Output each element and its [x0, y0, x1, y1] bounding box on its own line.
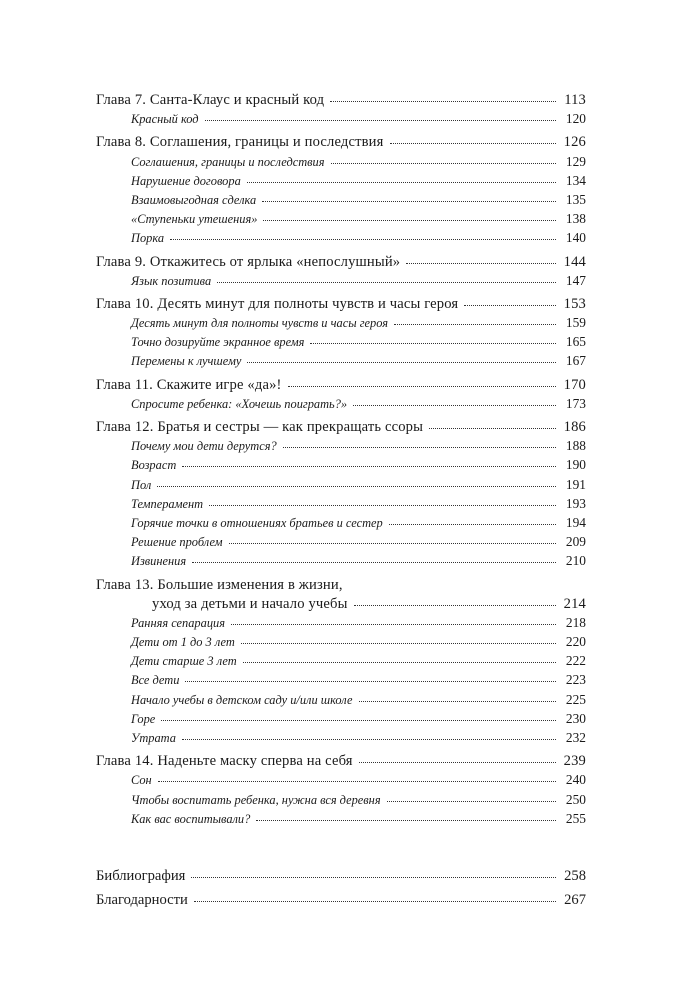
section-title: Дети от 1 до 3 лет: [131, 635, 235, 650]
toc-section-entry[interactable]: [96, 230, 586, 249]
page-number: 173: [565, 395, 586, 411]
dot-leader: [262, 200, 556, 202]
chapter-title-continued: уход за детьми и начало учебы: [152, 595, 348, 612]
dot-leader: [394, 323, 556, 325]
dot-leader: [229, 542, 556, 544]
dot-leader: [330, 100, 556, 102]
dot-leader: [209, 504, 556, 506]
toc-section-entry[interactable]: [96, 653, 586, 672]
dot-leader: [359, 761, 556, 763]
dot-leader: [241, 642, 556, 644]
dot-leader: [389, 523, 556, 525]
page-number: 210: [565, 553, 586, 569]
section-title: Возраст: [131, 458, 177, 473]
section-title: Горе: [131, 711, 156, 726]
page-number: 135: [565, 191, 586, 207]
dot-leader: [192, 561, 556, 563]
page-number: 126: [563, 134, 586, 151]
toc-section-entry[interactable]: [96, 334, 586, 353]
page-number: 186: [563, 419, 586, 435]
toc-backmatter-entry[interactable]: [96, 868, 586, 887]
dot-leader: [310, 342, 556, 344]
page-number: 250: [565, 791, 586, 807]
dot-leader: [185, 680, 556, 682]
dot-leader: [256, 819, 556, 821]
dot-leader: [182, 738, 556, 740]
toc-section-entry[interactable]: [96, 515, 586, 534]
section-title: Горячие точки в отношениях братьев и сестер: [131, 515, 383, 530]
toc-section-entry[interactable]: [96, 634, 586, 653]
page-number: 258: [564, 867, 586, 884]
dot-leader: [170, 238, 556, 240]
page-number: 239: [563, 753, 586, 770]
toc-section-entry[interactable]: [96, 672, 586, 691]
page-number: 147: [565, 272, 586, 288]
section-title: Спросите ребенка: «Хочешь поиграть?»: [131, 396, 348, 411]
dot-leader: [247, 181, 556, 183]
dot-leader: [191, 876, 556, 878]
toc-section-entry[interactable]: [96, 615, 586, 634]
page-number: 214: [563, 595, 586, 612]
section-title: Нарушение договора: [131, 173, 241, 188]
dot-leader: [217, 281, 556, 283]
page-number: 165: [565, 334, 586, 350]
toc-section-entry[interactable]: [96, 192, 586, 211]
section-title: Язык позитива: [131, 273, 212, 288]
page-number: 170: [563, 376, 586, 393]
section-title: Точно дозируйте экранное время: [131, 335, 305, 350]
section-title: Десять минут для полноты чувств и часы героя: [131, 316, 389, 331]
toc-backmatter-entry[interactable]: [96, 892, 586, 911]
toc-section-entry[interactable]: [96, 353, 586, 372]
dot-leader: [387, 800, 556, 802]
dot-leader: [429, 427, 556, 429]
section-title: Красный код: [131, 112, 199, 127]
toc-chapter-entry[interactable]: [96, 254, 586, 273]
toc-section-entry[interactable]: [96, 154, 586, 173]
toc-section-entry[interactable]: [96, 772, 586, 791]
toc-section-entry[interactable]: [96, 692, 586, 711]
table-of-contents: [96, 92, 586, 911]
page-number: 222: [565, 653, 586, 669]
page-number: 193: [565, 495, 586, 511]
toc-section-entry[interactable]: [96, 457, 586, 476]
dot-leader: [354, 604, 556, 606]
chapter-title: Глава 13. Большие изменения в жизни,: [96, 576, 343, 593]
section-title: Чтобы воспитать ребенка, нужна вся деревня: [131, 792, 381, 807]
page-number: 223: [565, 672, 586, 688]
section-title: Соглашения, границы и последствия: [131, 154, 325, 169]
toc-chapter-entry[interactable]: [96, 134, 586, 153]
dot-leader: [406, 262, 556, 264]
page-number: 120: [565, 111, 586, 127]
page-number: 153: [563, 295, 586, 312]
toc-section-entry[interactable]: [96, 553, 586, 572]
section-title: «Ступеньки утешения»: [131, 212, 258, 227]
page-number: 113: [564, 92, 586, 108]
page-number: 232: [565, 730, 586, 745]
dot-leader: [182, 465, 556, 467]
dot-leader: [194, 900, 556, 902]
page-number: 140: [565, 230, 586, 246]
toc-section-entry[interactable]: [96, 111, 586, 130]
dot-leader: [158, 780, 556, 782]
section-title: Ранняя сепарация: [131, 615, 225, 630]
page-number: 159: [565, 315, 586, 331]
toc-section-entry[interactable]: [96, 438, 586, 457]
toc-section-entry[interactable]: [96, 711, 586, 730]
page-number: 194: [565, 514, 586, 530]
section-title: Почему мои дети дерутся?: [131, 439, 277, 454]
chapter-title: Библиография: [96, 867, 186, 884]
page-number: 230: [565, 710, 586, 726]
page-number: 134: [565, 172, 586, 188]
dot-leader: [231, 623, 556, 625]
section-title: Пол: [131, 477, 152, 492]
chapter-title: Глава 12. Братья и сестры — как прекращать ссоры: [96, 419, 424, 435]
dot-leader: [464, 304, 556, 306]
chapter-title: Благодарности: [96, 892, 188, 909]
dot-leader: [390, 142, 556, 144]
dot-leader: [359, 700, 556, 702]
page-number: 138: [565, 211, 586, 227]
toc-section-entry[interactable]: [96, 792, 586, 811]
page-number: 240: [565, 772, 586, 788]
toc-section-entry[interactable]: [96, 211, 586, 230]
dot-leader: [243, 661, 556, 663]
toc-chapter-entry[interactable]: [96, 92, 586, 111]
dot-leader: [331, 162, 556, 164]
toc-chapter-entry[interactable]: [96, 577, 586, 615]
toc-chapter-entry[interactable]: [96, 419, 586, 438]
toc-chapter-entry[interactable]: [96, 296, 586, 315]
section-title: Сон: [131, 773, 152, 788]
page-number: 191: [565, 476, 586, 492]
page-number: 167: [565, 353, 586, 369]
dot-leader: [263, 219, 556, 221]
dot-leader: [161, 719, 556, 721]
dot-leader: [205, 119, 556, 121]
page-number: 190: [565, 457, 586, 473]
dot-leader: [247, 361, 556, 363]
toc-section-entry[interactable]: [96, 496, 586, 515]
chapter-title: Глава 10. Десять минут для полноты чувств и часы героя: [96, 295, 459, 312]
chapter-title: Глава 7. Санта-Клаус и красный код: [96, 92, 325, 108]
dot-leader: [353, 404, 556, 406]
section-title: Дети старше 3 лет: [131, 654, 237, 669]
section-title: Темперамент: [131, 496, 204, 511]
dot-leader: [288, 385, 556, 387]
toc-section-entry[interactable]: [96, 173, 586, 192]
chapter-title: Глава 11. Скажите игре «да»!: [96, 376, 282, 393]
section-title: Извинения: [131, 554, 187, 569]
dot-leader: [283, 446, 556, 448]
section-title: Перемены к лучшему: [131, 354, 242, 369]
section-title: Начало учебы в детском саду и/или школе: [131, 692, 353, 707]
page-number: 129: [565, 153, 586, 169]
page-number: 144: [563, 253, 586, 270]
toc-section-entry[interactable]: [96, 534, 586, 553]
section-title: Решение проблем: [131, 535, 223, 550]
toc-section-entry[interactable]: [96, 477, 586, 496]
dot-leader: [157, 485, 556, 487]
chapter-title: Глава 8. Соглашения, границы и последствия: [96, 134, 384, 151]
section-title: Порка: [131, 231, 165, 246]
toc-chapter-entry[interactable]: [96, 753, 586, 772]
toc-section-entry[interactable]: [96, 315, 586, 334]
section-title: Утрата: [131, 731, 176, 745]
page-number: 225: [565, 691, 586, 707]
page-number: 255: [565, 810, 586, 826]
toc-section-entry[interactable]: [96, 273, 586, 292]
toc-section-entry[interactable]: [96, 811, 586, 830]
page-number: 218: [565, 614, 586, 630]
chapter-title: Глава 9. Откажитесь от ярлыка «непослушный»: [96, 253, 401, 270]
section-title: Как вас воспитывали?: [131, 811, 251, 826]
toc-section-entry[interactable]: [96, 730, 586, 749]
page-number: 188: [565, 438, 586, 454]
page-number: 209: [565, 534, 586, 550]
page-number: 267: [564, 892, 586, 909]
section-title: Взаимовыгодная сделка: [131, 192, 257, 207]
section-title: Все дети: [131, 673, 180, 688]
toc-chapter-entry[interactable]: [96, 377, 586, 396]
toc-section-entry[interactable]: [96, 396, 586, 415]
chapter-title: Глава 14. Наденьте маску сперва на себя: [96, 753, 353, 770]
page-number: 220: [565, 634, 586, 650]
